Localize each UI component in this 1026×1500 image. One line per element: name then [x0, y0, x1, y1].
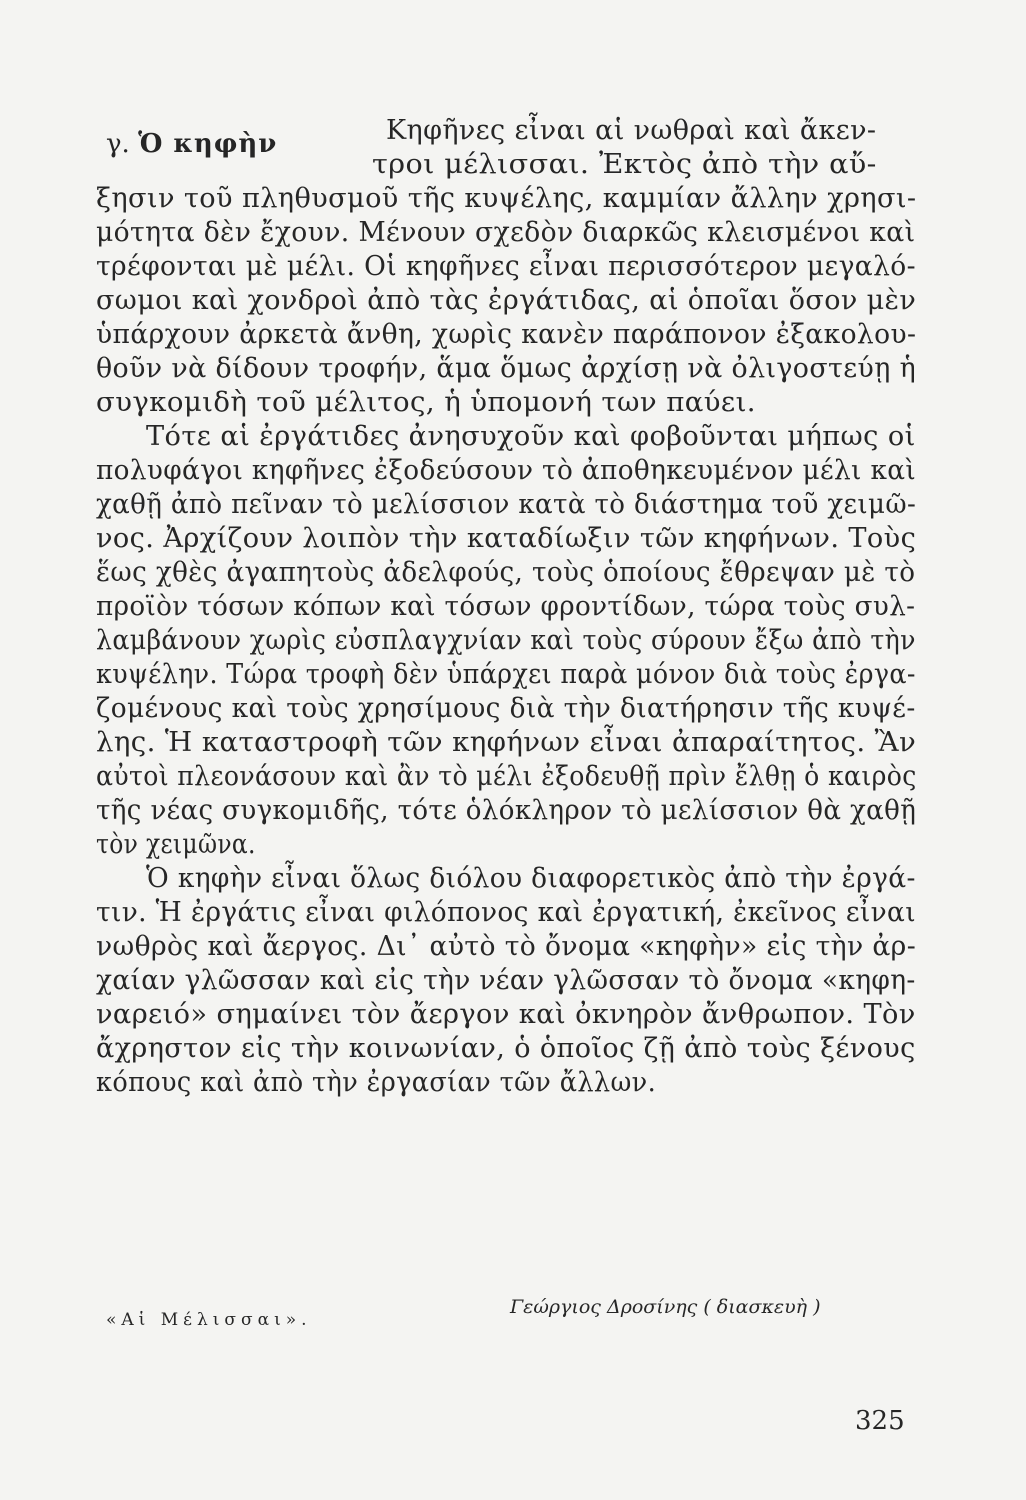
section-heading: [106, 128, 277, 160]
text-line: λης. Ἡ καταστροφὴ τῶν κηφήνων εἶναι ἀπαραίτητος. Ἂν: [96, 727, 917, 758]
section-label: γ.: [106, 129, 130, 159]
text-line: χαίαν γλῶσσαν καὶ εἰς τὴν νέαν γλῶσσαν τὸ ὄνομα «κηφη-: [96, 965, 916, 996]
text-line: πολυφάγοι κηφῆνες ἐξοδεύσουν τὸ ἀποθηκευμένον μέλι καὶ: [96, 455, 917, 486]
text-line: αὐτοὶ πλεονάσουν καὶ ἂν τὸ μέλι ἐξοδευθῇ πρὶν ἔλθῃ ὁ καιρὸς: [96, 761, 917, 792]
text-line: τὸν χειμῶνα.: [96, 829, 256, 860]
text-line: τῆς νέας συγκομιδῆς, τότε ὁλόκληρον τὸ μελίσσιον θὰ χαθῇ: [96, 795, 917, 826]
source-citation: «Αἱ Μέλισσαι».: [106, 1310, 312, 1330]
text-line: χαθῇ ἀπὸ πεῖναν τὸ μελίσσιον κατὰ τὸ διάστημα τοῦ χειμῶ-: [96, 489, 917, 520]
text-line: Τότε αἱ ἐργάτιδες ἀνησυχοῦν καὶ φοβοῦνται μήπως οἱ: [146, 421, 916, 452]
text-line: θοῦν νὰ δίδουν τροφήν, ἅμα ὅμως ἀρχίσῃ νὰ ὀλιγοστεύῃ ἡ: [96, 353, 917, 384]
text-line: νωθρὸς καὶ ἄεργος. Δι᾽ αὐτὸ τὸ ὄνομα «κηφὴν» εἰς τὴν ἀρ-: [96, 931, 917, 962]
text-line: κόπους καὶ ἀπὸ τὴν ἐργασίαν τῶν ἄλλων.: [96, 1067, 657, 1098]
text-line: τροι μέλισσαι. Ἐκτὸς ἀπὸ τὴν αὔ-: [372, 149, 877, 180]
text-line: ναρειό» σημαίνει τὸν ἄεργον καὶ ὀκνηρὸν ἄνθρωπον. Τὸν: [96, 999, 916, 1030]
text-line: ὑπάρχουν ἀρκετὰ ἄνθη, χωρὶς κανὲν παράπονον ἐξακολου-: [96, 319, 917, 350]
text-line: ἕως χθὲς ἀγαπητοὺς ἀδελφούς, τοὺς ὁποίους ἔθρεψαν μὲ τὸ: [96, 557, 916, 588]
text-line: νος. Ἀρχίζουν λοιπὸν τὴν καταδίωξιν τῶν κηφήνων. Τοὺς: [96, 523, 917, 554]
text-line: ἄχρηστον εἰς τὴν κοινωνίαν, ὁ ὁποῖος ζῇ ἀπὸ τοὺς ξένους: [96, 1033, 916, 1064]
text-line: προϊὸν τόσων κόπων καὶ τόσων φροντίδων, τώρα τοὺς συλ-: [96, 591, 916, 622]
text-line: Ὁ κηφὴν εἶναι ὅλως διόλου διαφορετικὸς ἀπὸ τὴν ἐργά-: [146, 863, 916, 894]
text-line: τιν. Ἡ ἐργάτις εἶναι φιλόπονος καὶ ἐργατική, ἐκεῖνος εἶναι: [96, 897, 916, 928]
text-line: λαμβάνουν χωρὶς εὐσπλαγχνίαν καὶ τοὺς σύρουν ἔξω ἀπὸ τὴν: [96, 625, 916, 656]
author-credit: Γεώργιος Δροσίνης ( διασκευὴ ): [510, 1296, 821, 1318]
text-line: κυψέλην. Τώρα τροφὴ δὲν ὑπάρχει παρὰ μόνον διὰ τοὺς ἐργα-: [96, 659, 916, 690]
section-title: Ὁ κηφὴν: [138, 129, 278, 159]
text-line: τρέφονται μὲ μέλι. Οἱ κηφῆνες εἶναι περισσότερον μεγαλό-: [96, 251, 916, 282]
text-line: συγκομιδὴ τοῦ μέλιτος, ἡ ὑπομονή των παύει.: [96, 387, 756, 418]
text-line: σωμοι καὶ χονδροὶ ἀπὸ τὰς ἐργάτιδας, αἱ ὁποῖαι ὅσον μὲν: [96, 285, 917, 316]
text-line: ξησιν τοῦ πληθυσμοῦ τῆς κυψέλης, καμμίαν ἄλλην χρησι-: [96, 183, 917, 214]
page-number: 325: [855, 1406, 905, 1436]
text-line: Κηφῆνες εἶναι αἱ νωθραὶ καὶ ἄκεν-: [386, 115, 877, 146]
text-line: μότητα δὲν ἔχουν. Μένουν σχεδὸν διαρκῶς κλεισμένοι καὶ: [96, 217, 916, 248]
text-line: ζομένους καὶ τοὺς χρησίμους διὰ τὴν διατήρησιν τῆς κυψέ-: [96, 693, 916, 724]
